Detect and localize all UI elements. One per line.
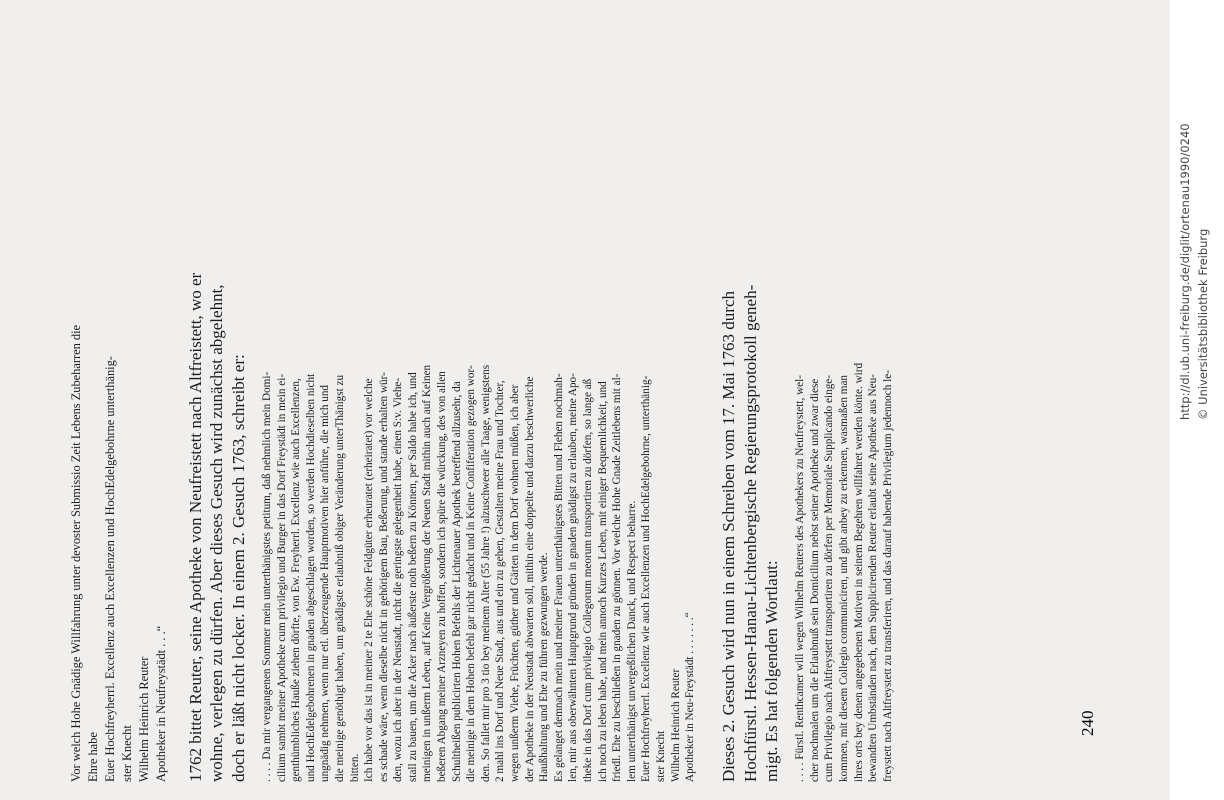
heading-1762: [185, 142, 250, 782]
copyright-label: © Universitätsbibliothek Freiburg: [1196, 228, 1210, 420]
source-url-link[interactable]: http://dl.ub.uni-freiburg.de/diglit/ortenau1990/0240: [1178, 123, 1192, 420]
text-line: die meinige in dem Hohen befehl gar nicht gedacht und in Keine Confiferation gezogen wor-: [465, 365, 478, 782]
page-number: 240: [1078, 710, 1097, 736]
text-line: theke in das Dorf cum privilegio Collegorum meorum transportiren zu dörfen, so lange aß: [582, 378, 595, 782]
text-line: bitten.: [348, 753, 361, 782]
top-block: [68, 142, 171, 782]
text-line: friedl. Ehe zu beschließen in gnaden zu gönnen. Vor welche Hohe Gnade Zeitlebens mit al-: [611, 373, 624, 782]
viewer-sidebar: [1170, 0, 1224, 800]
text-line: Apotheker in Neu-Freystädt . . . . . . .“: [684, 612, 697, 782]
text-line: Apotheker in Neufreystädt . . .“: [154, 625, 169, 782]
text-line: Euer Hochfreyherrl. Excellenz wie auch Excellenzen und HochEdelgebohrne, unterthänig-: [640, 375, 653, 782]
text-line: Dieses 2. Gesuch wird nun in einem Schreiben vom 17. Mai 1763 durch: [718, 290, 738, 782]
text-line: len, mir aus oberwähnten Hauptgrund gründen in gnaden gnädigst zu erlauben, meine Apo-: [567, 373, 580, 782]
text-line: stall zu bauen, um die Acker nach äußerste noth beßern zu Können, per Saldo habe ich, und: [406, 372, 419, 782]
text-line: migt. Es hat folgenden Wortlaut:: [762, 560, 782, 782]
text-line: Wilhelm Heinrich Reuter: [137, 656, 152, 782]
text-line: ster Knecht: [654, 730, 667, 782]
text-line: 1762 bittet Reuter, seine Apotheke von Neufreistett nach Altfreistett, wo er: [185, 272, 205, 782]
text-line: ich noch zu leben habe, und mein annoch Kurzes Leben, mit einiger Bequemlichkeit, und: [596, 381, 609, 782]
text-line: die meinige genöthigt haben, um gnädigste erlaubniß obiger Veränderung unterThänigst zu: [333, 374, 346, 782]
quote-1763-letter: [260, 142, 698, 782]
text-line: der Apotheke in der Neustadt abwarten soll, mithin eine doppelte und darzu beschwerliche: [523, 376, 536, 782]
text-line: Es gelanget demnach mein und meiner Frauen unterthänigstes Bitten und Flehen nochmah-: [552, 373, 565, 782]
page-text: [68, 142, 895, 782]
text-line: beßeren Abgang meiner Arzneyen zu hoffen, sondern ich spüre die würckung, des von allen: [436, 371, 449, 782]
text-line: freystett nach Altfreystett zu transferiren, und das darauf habende Privilegium jedennoch le-: [881, 370, 894, 782]
text-line: ster Knecht: [120, 725, 135, 782]
text-line: Schultheißen publicirten Hohen Befehls der Lichtenauer Apothek betreffend allzusehr, da: [450, 381, 463, 782]
text-line: Vor welch Hohe Gnädige Willfahrung unter devoster Submissio Zeit Lebens Zubeharren die: [69, 324, 83, 782]
text-line: cilium sambt meiner Apotheke cum privilegio und Burger in das Dorf Freystädt in mein ei-: [275, 373, 288, 782]
text-line: den, wozu ich aber in der Neustadt, nicht die geringste gelegenheit habe, einen S:v. Viehe-: [392, 377, 405, 782]
text-line: 2 mahl ins Dorf und Neue Stadt, aus und ein zu gehen, Gestalten meine Frau und Tochter,: [494, 380, 507, 782]
text-line: doch er läßt nicht locker. In einem 2. Gesuch 1763, schreibt er:: [229, 354, 249, 782]
heading-second-request: [718, 142, 783, 782]
text-line: . . . . Da mir vergangenen Sommer mein unterthänigstes petitum, daß nehmlich mein Domi-: [260, 371, 273, 782]
text-line: wegen unßerm Viehe, Früchten, güther und Gärten in dem Dorf wohnen müßen, ich aber: [509, 384, 522, 782]
text-line: den. So fallet mir pro 3 tio bey meinem Alter (55 Jahre !) alzuschweer alle Taage, wenigstens: [479, 364, 492, 782]
text-line: lem unterthänigst unvergeßlichen Danck, und Respect beharre.: [625, 500, 638, 782]
text-line: genthümbliches Hauße ziehen dörfte, von Ew. Freyherrl. Excellenz wie auch Excellenzen,: [290, 378, 303, 782]
text-line: meinigen in unßerm Leben, auf Keine Vergrößerung der Neuen Stadt mithin auch auf Keinen: [421, 364, 434, 782]
text-line: cum Privilegio nach Altfreystett transportiren zu dörfen per Memoriale Supplicando einge-: [823, 375, 836, 782]
text-line: cher nochmalen um die Erlaubnuß sein Domicilium nebst seiner Apotheke und zwar diese: [808, 378, 821, 782]
text-line: . . . . Fürstl. Renthcamer will wegen Wilhelm Reuters des Apothekers zu Neufreystett, wel-: [794, 375, 807, 782]
text-line: und HochEdelgebohrenen in gnaden abgeschlagen worden, so werden Hochdieselben nicht: [304, 373, 317, 782]
text-line: ihres orts bey denen angegebenen Motiven in seinem Begehren willfahret werden könte. wird: [852, 362, 865, 782]
text-line: es schade wäre, wenn dieselbe nicht in gehörigem Bau, Beßerung, und stande erhalten wür-: [377, 372, 390, 782]
quote-protocol: [793, 142, 895, 782]
text-line: Haußhaltung und Ehe zu führen gezwungen werde.: [538, 552, 551, 782]
text-line: Hochfürstl. Hessen-Hanau-Lichtenbergische Regierungsprotokoll geneh-: [740, 284, 760, 782]
text-line: Wilhelm Heinrich Reuter: [669, 668, 682, 782]
text-line: Euer Hochfreyherrl. Excellenz auch Excellenzen und HochEdelgebohrne unterthänig-: [103, 356, 118, 782]
text-line: bewandten Umbständen nach, dem Supplicirenden Reuter erlaubt seine Apotheke aus Neu-: [867, 374, 880, 782]
text-line: ungnädig nehmen, wenn nur etl. überzeugende Hauptmotiven hier anführe, die mich und: [319, 384, 332, 782]
text-line: Ehre habe: [86, 732, 101, 782]
text-line: Ich habe vor das ist in meiner 2 te Ehe schöne Feldgüter erheuratet (erheiratet) vor welche: [363, 378, 376, 782]
sidebar-text: [1170, 0, 1224, 800]
text-line: wohne, verlegen zu dürfen. Aber dieses Gesuch wird zunächst abgelehnt,: [207, 284, 227, 782]
text-line: kommen, mit diesem Collegio communiciren, und gibt anbey zu erkennen, wasmaßen man: [837, 375, 850, 782]
